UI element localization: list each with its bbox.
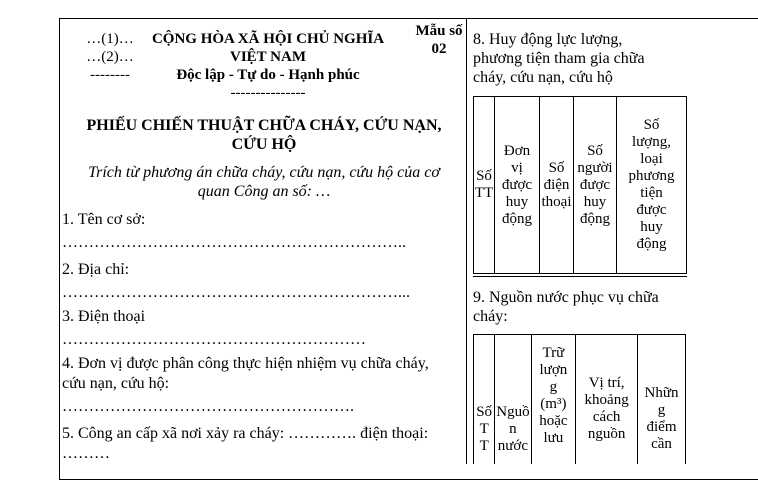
header-word: nước — [497, 438, 529, 454]
header-word: Số — [548, 159, 565, 176]
col-unit — [495, 97, 540, 274]
header-word: động — [580, 210, 610, 227]
header-word: g — [657, 402, 666, 418]
section-8-line-2: phương tiện tham gia chữa — [473, 50, 645, 67]
col-ordinal — [474, 97, 495, 274]
header-word: tiện — [640, 185, 663, 201]
field-5-line-1: 5. Công an cấp xã nơi xảy ra cháy: …………. điện thoại: — [62, 425, 429, 442]
field-4-dots: ………………………………………………. — [62, 398, 354, 415]
motto-rule: --------------- — [230, 85, 306, 101]
header-word: cách — [592, 409, 621, 425]
header-word: cần — [651, 436, 672, 452]
water-table-wrapper — [473, 334, 686, 464]
mobilization-table — [473, 96, 687, 274]
header-word: Đơn — [503, 142, 531, 159]
header-word: hoặc — [539, 413, 568, 429]
table-bottom-rule — [473, 276, 687, 277]
nation-header — [148, 30, 388, 102]
water-source-table — [473, 334, 686, 464]
header-word: Số — [643, 117, 660, 133]
nation-line-2: VIỆT NAM — [230, 49, 306, 65]
document-subtitle — [62, 163, 466, 201]
header-word: huy — [640, 219, 663, 235]
header-word: động — [502, 210, 532, 227]
header-word: điện — [543, 176, 570, 193]
nation-line-1: CỘNG HÒA XÃ HỘI CHỦ NGHĨA — [151, 31, 385, 47]
section-9-line-2: cháy: — [473, 308, 508, 325]
form-number-line-1: Mẫu số — [415, 23, 463, 39]
header-word: Nhữn — [644, 385, 679, 401]
header-word: khoảng — [584, 392, 629, 408]
header-word: Số — [476, 168, 492, 184]
section-9-title — [473, 288, 753, 326]
header-word: lượng, — [632, 134, 671, 150]
header-word: lượn — [539, 362, 568, 378]
section-8-line-1: 8. Huy động lực lượng, — [473, 31, 623, 48]
subtitle-line-2: quan Công an số: … — [197, 183, 331, 200]
agency-line-2: …(2)… — [86, 49, 134, 65]
field-1-label: 1. Tên cơ sở: — [62, 211, 146, 228]
header-word: được — [579, 176, 611, 193]
header-word: g — [549, 379, 558, 395]
field-2-label: 2. Địa chỉ: — [62, 261, 130, 278]
column-divider — [466, 18, 467, 464]
header-word: Vị trí, — [588, 375, 625, 391]
header-word: được — [636, 202, 667, 218]
header-word: người — [577, 159, 613, 176]
header-word: phương — [628, 168, 675, 184]
title-line-1: PHIẾU CHIẾN THUẬT CHỮA CHÁY, CỨU NẠN, — [86, 117, 442, 134]
field-4-line-2: cứu nạn, cứu hộ: — [62, 375, 170, 392]
header-word: huy — [505, 193, 529, 210]
col-notes — [638, 335, 686, 465]
header-word: Nguồ — [496, 404, 530, 420]
header-word: T — [479, 438, 489, 454]
header-word: động — [636, 236, 667, 252]
agency-line-1: …(1)… — [86, 31, 134, 47]
header-word: T — [479, 421, 489, 437]
section-8-line-3: cháy, cứu nạn, cứu hộ — [473, 69, 613, 86]
col-water-source — [495, 335, 531, 465]
header-word: nguồn — [587, 426, 626, 442]
field-3-label: 3. Điện thoại — [62, 308, 146, 325]
subtitle-line-1: Trích từ phương án chữa cháy, cứu nạn, cứu hộ của cơ — [88, 164, 440, 181]
col-location — [576, 335, 638, 465]
field-1-dots: ……………………………………………………….. — [62, 234, 406, 251]
col-capacity — [531, 335, 576, 465]
field-4-line-1: 4. Đơn vị được phân công thực hiện nhiệm vụ chữa cháy, — [62, 355, 429, 372]
agency-rule: -------- — [90, 67, 130, 83]
header-word: vị — [511, 159, 523, 176]
header-word: TT — [474, 185, 494, 201]
header-word: điểm — [646, 419, 677, 435]
table-header-row — [474, 97, 687, 274]
col-vehicles — [617, 97, 687, 274]
col-ordinal — [474, 335, 495, 465]
field-2-dots: ………………………………………………………... — [62, 284, 410, 301]
header-word: Số — [587, 142, 603, 159]
field-3-dots: ………………………………………………… — [62, 331, 366, 348]
title-line-2: CỨU HỘ — [231, 136, 297, 153]
document-title — [62, 116, 466, 154]
header-word: (m³) — [540, 396, 567, 412]
section-8-title — [473, 30, 753, 87]
form-number — [408, 22, 470, 58]
section-9-line-1: 9. Nguồn nước phục vụ chữa — [473, 289, 659, 306]
agency-block — [70, 30, 150, 84]
header-word: loại — [640, 151, 663, 167]
header-word: được — [501, 176, 533, 193]
table-header-row — [474, 335, 686, 465]
form-number-line-2: 02 — [431, 41, 447, 57]
header-word: Số — [476, 404, 493, 420]
motto: Độc lập - Tự do - Hạnh phúc — [176, 67, 360, 83]
col-phone — [540, 97, 574, 274]
header-word: huy — [583, 193, 607, 210]
field-5-line-2: ……… — [62, 445, 110, 462]
header-word: thoại — [541, 193, 572, 210]
header-word: lưu — [543, 430, 564, 446]
header-word: n — [509, 421, 517, 437]
header-word: Trữ — [542, 345, 565, 361]
col-people — [574, 97, 617, 274]
